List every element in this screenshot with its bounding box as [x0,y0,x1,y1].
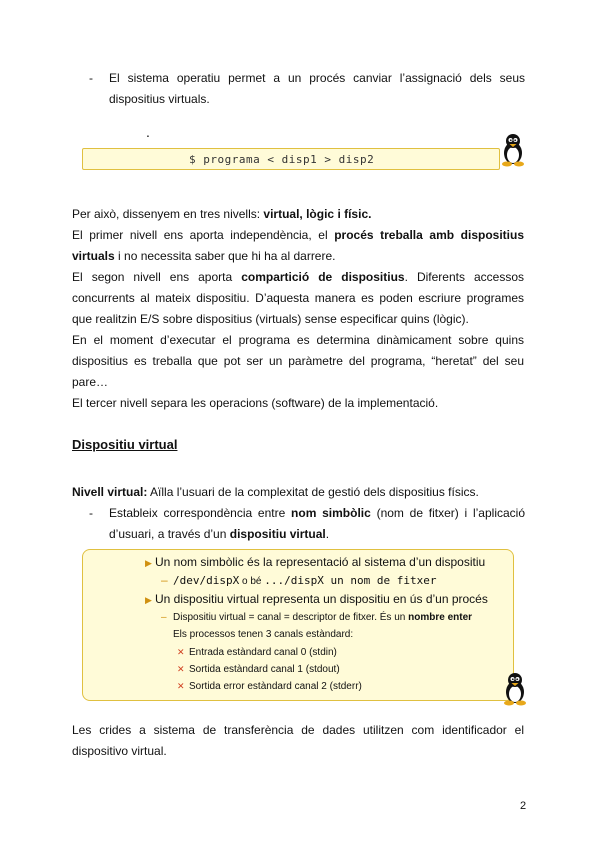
bullet-text [109,503,525,545]
paragraph-system-calls: Les crides a sistema de transferència de dades utilitzen com identificador el dispositivo virtual. [72,723,524,758]
text-span: El primer nivell ens aporta independència, el [72,228,335,242]
bold-text: dispositiu virtual [229,527,326,541]
bullet-dash: - [89,506,93,520]
std-channel-text: Sortida estàndard canal 1 (stdout) [189,664,340,675]
std-channel-text: Entrada estàndard canal 0 (stdin) [189,647,337,658]
command-text: $ programa < disp1 > disp2 [189,153,375,166]
info-item-symbolic-name [145,554,485,571]
code-text: /dev/dispX [173,574,240,587]
x-bullet-icon: ✕ [177,681,185,691]
info-item-text: Un dispositiu virtual representa un dispositiu en ús d’un procés [155,592,488,606]
std-channel-text: Sortida error estàndard canal 2 (stderr) [189,681,362,692]
bold-text: procés treballa amb dispositius virtuals [72,228,524,263]
x-bullet-icon: ✕ [177,647,185,657]
bullet-item-correspondence [89,503,525,547]
text-span: (nom de fitxer) i l’aplicació d’usuari, a través d’un [109,506,525,541]
x-bullet-icon: ✕ [177,664,185,674]
bullet-text: El sistema operatiu permet a un procés canviar l’assignació dels seus dispositius virtuals. [109,71,525,106]
paragraph-virtual-level [72,482,524,503]
info-subitem-channel [161,610,472,626]
stray-dot: . [146,124,150,140]
page-number: 2 [520,800,527,812]
bold-label: Nivell virtual: [72,485,148,499]
command-box [82,148,500,170]
std-channel-stdin [177,644,337,661]
info-item-virtual-device [145,591,488,608]
text-span: El segon nivell ens aporta [72,270,242,284]
dash-bullet-icon: – [161,612,167,623]
text-span: Dispositiu virtual = canal = descriptor de fitxer. És un [173,612,409,623]
bold-text: virtual, lògic i físic. [263,207,372,221]
info-box-virtual-devices [82,549,514,701]
bold-text: compartició de dispositius [241,270,405,284]
text-span: o bé [239,576,265,587]
paragraph-three-levels [72,204,524,225]
tux-penguin-icon [500,133,526,167]
paragraph-second-level [72,267,524,330]
dash-bullet-icon: – [161,573,168,587]
section-heading: Dispositiu virtual [72,437,178,452]
code-text: .../dispX un nom de fitxer [264,574,437,587]
bold-text: nombre enter [408,612,473,623]
text-span: Estableix correspondència entre [109,506,292,520]
triangle-bullet-icon: ▶ [145,558,152,568]
text-span: Aïlla l’usuari de la complexitat de gestió dels dispositius físics. [147,485,479,499]
paragraph-third-level: El tercer nivell separa les operacions (software) de la implementació. [72,396,439,410]
bullet-dash: - [89,71,93,85]
bold-text: nom simbòlic [291,506,371,520]
info-subitem-dev-path [161,572,436,590]
std-channel-stdout [177,661,340,678]
text-span: . [325,527,330,541]
paragraph-execution-moment: En el moment d’executar el programa es determina dinàmicament sobre quins dispositius es treballa que pot ser un paràmetre del programa, “heretat” del seu pare… [72,333,524,389]
info-subitem-standard-channels: Els processos tenen 3 canals estàndard: [173,629,354,640]
paragraph-first-level [72,225,524,267]
info-item-text: Un nom simbòlic és la representació al sistema d’un dispositiu [155,555,486,569]
tux-penguin-icon [502,670,528,708]
text-span: Per això, dissenyem en tres nivells: [72,207,264,221]
bullet-item-change-devices [89,68,525,112]
text-span: i no necessita saber que hi ha al darrere. [114,249,336,263]
text-span: . Diferents accessos concurrents al mateix dispositiu. D’aquesta manera es poden escriure programes que realitzin E/S sobre dispositius (virtuals) sense especificar quins (lògic). [72,270,525,326]
std-channel-stderr [177,678,362,695]
triangle-bullet-icon: ▶ [145,595,152,605]
